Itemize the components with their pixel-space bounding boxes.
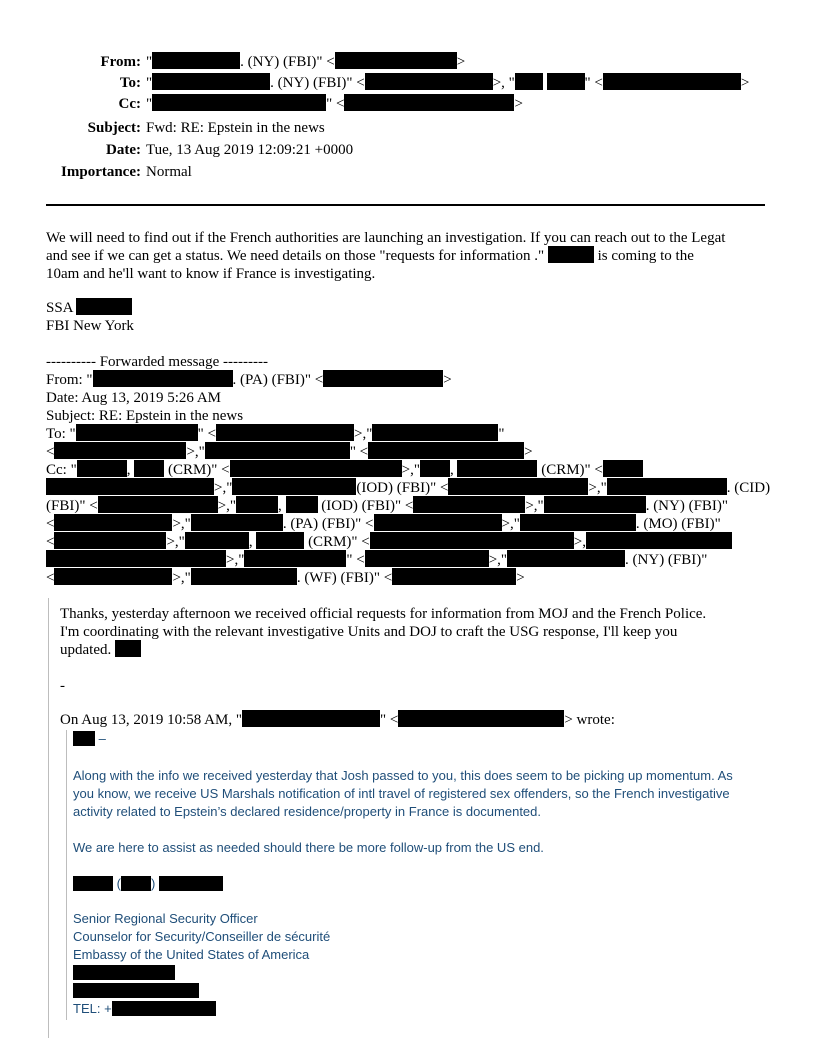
redaction-block — [191, 514, 283, 531]
redaction-block — [112, 1001, 216, 1016]
redaction-block — [515, 73, 543, 90]
redaction-block — [46, 550, 226, 567]
redaction-block — [370, 532, 574, 549]
redaction-block — [413, 496, 525, 513]
redaction-block — [374, 514, 502, 531]
redaction-block — [242, 710, 380, 727]
inner-p1-line1: Along with the info we received yesterday that Josh passed to you, this does seem to be picking up momentum. As — [73, 768, 733, 783]
redaction-block — [205, 442, 350, 459]
subject-label: Subject: — [87, 120, 141, 136]
redaction-block — [236, 496, 278, 513]
redaction-block — [365, 550, 489, 567]
redaction-block — [398, 710, 564, 727]
redaction-block — [603, 460, 643, 477]
redaction-block — [392, 568, 516, 585]
header-divider — [46, 204, 765, 206]
body-line-3: 10am and he'll want to know if France is investigating. — [46, 266, 376, 282]
redaction-block — [230, 460, 402, 477]
redaction-block — [73, 876, 113, 891]
reply-dash: - — [60, 678, 65, 694]
redaction-block — [76, 424, 198, 441]
body-line-2: and see if we can get a status. We need details on those "requests for information ." is coming to the — [46, 248, 694, 264]
quote-bar-outer — [48, 598, 49, 1038]
redaction-block — [507, 550, 625, 567]
inner-redacted-line-2 — [73, 983, 199, 998]
redaction-block — [73, 983, 199, 998]
inner-greeting: – — [73, 731, 106, 746]
inner-p1-line3: activity related to Epstein’s declared residence/property in France is documented. — [73, 804, 542, 819]
redaction-block — [607, 478, 727, 495]
reply-on-line: On Aug 13, 2019 10:58 AM, " " < > wrote: — [60, 712, 615, 728]
importance-label: Importance: — [61, 164, 141, 180]
redaction-block — [244, 550, 346, 567]
redaction-block — [134, 460, 164, 477]
inner-title-1: Senior Regional Security Officer — [73, 911, 258, 926]
redaction-block — [73, 731, 95, 746]
redaction-block — [286, 496, 318, 513]
reply-line-2: I'm coordinating with the relevant investigative Units and DOJ to craft the USG response, I'll keep you — [60, 624, 678, 640]
redaction-block — [544, 496, 646, 513]
reply-line-1: Thanks, yesterday afternoon we received official requests for information from MOJ and the French Police. — [60, 606, 707, 622]
cc-label: Cc: — [118, 96, 141, 112]
date-label: Date: — [106, 142, 141, 158]
redaction-block — [547, 73, 585, 90]
signature-office: FBI New York — [46, 318, 134, 334]
redaction-block — [344, 94, 514, 111]
inner-p2: We are here to assist as needed should there be more follow-up from the US end. — [73, 840, 544, 855]
redaction-block — [216, 424, 354, 441]
signature-ssa: SSA — [46, 298, 132, 319]
email-header: From: " . (NY) (FBI)" < > To: " . (NY) (FBI)" < >, " " < > Cc: " " < > Subject: Fwd: RE: Epstein in the news Date: Tue, 13 Aug 2019 12:09:21 +0000 Importance: Normal — [58, 52, 778, 184]
to-label: To: — [119, 75, 141, 91]
from-label: From: — [100, 54, 141, 70]
redaction-block — [93, 370, 233, 387]
redaction-block — [368, 442, 524, 459]
redaction-block — [191, 568, 297, 585]
importance-value: Normal — [146, 164, 192, 180]
redaction-block — [185, 532, 249, 549]
redaction-block — [77, 460, 127, 477]
forwarded-subject: Subject: RE: Epstein in the news — [46, 408, 244, 424]
redaction-block — [159, 876, 223, 891]
redaction-block — [335, 52, 457, 69]
redaction-block — [54, 532, 166, 549]
redaction-block — [115, 640, 141, 657]
forwarded-divider: ---------- Forwarded message --------- — [46, 354, 268, 370]
redaction-block — [232, 478, 356, 495]
redaction-block — [323, 370, 443, 387]
quote-bar-inner — [66, 730, 67, 1020]
redaction-block — [152, 52, 240, 69]
redaction-block — [365, 73, 493, 90]
inner-title-2: Counselor for Security/Conseiller de sécurité — [73, 929, 331, 944]
redaction-block — [76, 298, 132, 315]
redaction-block — [586, 532, 732, 549]
redaction-block — [420, 460, 450, 477]
redaction-block — [98, 496, 218, 513]
redaction-block — [152, 73, 270, 90]
redaction-block — [457, 460, 537, 477]
redaction-block — [372, 424, 498, 441]
body-line-1: We will need to find out if the French authorities are launching an investigation. If you can reach out to the Legat — [46, 230, 726, 246]
redaction-block — [54, 442, 186, 459]
redaction-block — [448, 478, 588, 495]
date-value: Tue, 13 Aug 2019 12:09:21 +0000 — [146, 142, 354, 158]
redaction-block — [520, 514, 636, 531]
redaction-block — [54, 514, 172, 531]
inner-title-3: Embassy of the United States of America — [73, 947, 310, 962]
forwarded-date: Date: Aug 13, 2019 5:26 AM — [46, 390, 221, 406]
reply-line-3: updated. — [60, 640, 141, 661]
inner-sender-name: ( ) — [73, 876, 223, 891]
inner-tel: TEL: + — [73, 1001, 216, 1016]
redaction-block — [152, 94, 326, 111]
redaction-block — [603, 73, 741, 90]
redaction-block — [256, 532, 304, 549]
inner-p1-line2: you know, we receive US Marshals notification of intl travel of registered sex offenders, so the French investigative — [73, 786, 730, 801]
redaction-block — [73, 965, 175, 980]
redaction-block — [46, 478, 214, 495]
forwarded-from: From: " . (PA) (FBI)" < > — [46, 372, 452, 388]
inner-redacted-line-1 — [73, 965, 175, 980]
redaction-block — [54, 568, 172, 585]
redaction-block — [548, 246, 594, 263]
redaction-block — [121, 876, 151, 891]
subject-value: Fwd: RE: Epstein in the news — [146, 120, 325, 136]
